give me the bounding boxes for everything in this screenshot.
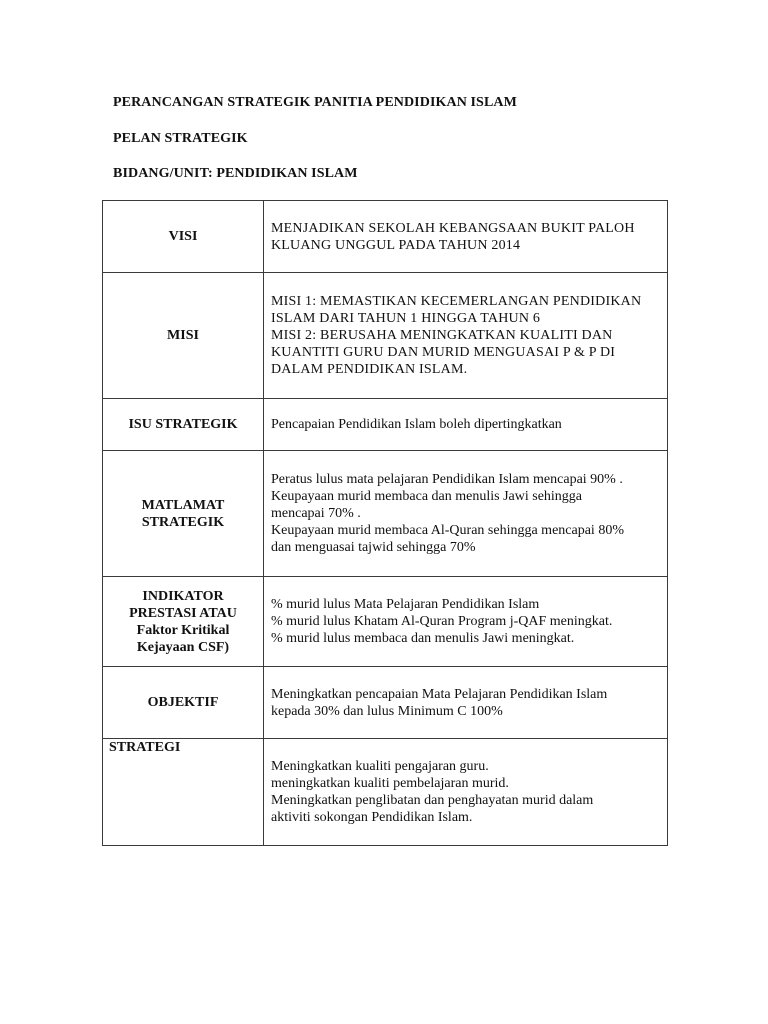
strategi-line: Meningkatkan penglibatan dan penghayatan murid dalam xyxy=(271,793,594,808)
strategi-line: meningkatkan kualiti pembelajaran murid. xyxy=(271,776,509,791)
indikator-label-line: INDIKATOR xyxy=(142,588,224,604)
table-row-matlamat-strategik xyxy=(103,451,668,577)
matlamat-strategik-label xyxy=(103,451,264,577)
strategic-plan-table xyxy=(102,200,668,846)
matlamat-label-line: MATLAMAT xyxy=(141,497,225,513)
matlamat-strategik-value xyxy=(264,451,668,577)
matlamat-line: Keupayaan murid membaca Al-Quran sehingga mencapai 80% xyxy=(271,523,624,538)
table-row-strategi xyxy=(103,739,668,846)
objektif-line: Meningkatkan pencapaian Mata Pelajaran Pendidikan Islam xyxy=(271,686,608,702)
misi-value xyxy=(264,273,668,399)
objektif-line: kepada 30% dan lulus Minimum C 100% xyxy=(271,703,503,719)
misi-line: DALAM PENDIDIKAN ISLAM. xyxy=(271,362,468,377)
document-title: PERANCANGAN STRATEGIK PANITIA PENDIDIKAN ISLAM xyxy=(113,95,517,110)
table-row-isu-strategik xyxy=(103,399,668,451)
strategi-line: Meningkatkan kualiti pengajaran guru. xyxy=(271,759,489,774)
indikator-prestasi-label xyxy=(103,577,264,667)
matlamat-line: dan menguasai tajwid sehingga 70% xyxy=(271,540,476,555)
table-row-indikator-prestasi xyxy=(103,577,668,667)
visi-value xyxy=(264,201,668,273)
table-row-objektif xyxy=(103,667,668,739)
visi-label: VISI xyxy=(103,201,264,273)
matlamat-line: Peratus lulus mata pelajaran Pendidikan Islam mencapai 90% . xyxy=(271,472,623,487)
table-row-misi xyxy=(103,273,668,399)
indikator-label-line: Faktor Kritikal xyxy=(136,622,230,638)
isu-strategik-label: ISU STRATEGIK xyxy=(103,399,264,451)
matlamat-line: Keupayaan murid membaca dan menulis Jawi sehingga xyxy=(271,489,583,504)
isu-strategik-value xyxy=(264,399,668,451)
indikator-prestasi-value xyxy=(264,577,668,667)
indikator-label-line: Kejayaan CSF) xyxy=(136,639,230,655)
document-unit: BIDANG/UNIT: PENDIDIKAN ISLAM xyxy=(113,166,358,181)
visi-line: MENJADIKAN SEKOLAH KEBANGSAAN BUKIT PALOH xyxy=(271,220,635,236)
table-row-visi xyxy=(103,201,668,273)
indikator-line: % murid lulus Khatam Al-Quran Program j-QAF meningkat. xyxy=(271,614,613,629)
misi-label: MISI xyxy=(103,273,264,399)
misi-line: KUANTITI GURU DAN MURID MENGUASAI P & P DI xyxy=(271,345,616,360)
objektif-value xyxy=(264,667,668,739)
isu-strategik-line: Pencapaian Pendidikan Islam boleh dipertingkatkan xyxy=(271,417,562,432)
visi-line: KLUANG UNGGUL PADA TAHUN 2014 xyxy=(271,237,521,253)
matlamat-label-line: STRATEGIK xyxy=(141,514,225,530)
document-subtitle: PELAN STRATEGIK xyxy=(113,131,248,146)
strategi-value xyxy=(264,739,668,846)
misi-line: MISI 1: MEMASTIKAN KECEMERLANGAN PENDIDIKAN xyxy=(271,294,642,309)
objektif-label: OBJEKTIF xyxy=(103,667,264,739)
strategi-label: STRATEGI xyxy=(103,739,264,846)
misi-line: MISI 2: BERUSAHA MENINGKATKAN KUALITI DAN xyxy=(271,328,613,343)
matlamat-line: mencapai 70% . xyxy=(271,506,361,521)
indikator-line: % murid lulus Mata Pelajaran Pendidikan Islam xyxy=(271,597,540,612)
strategi-line: aktiviti sokongan Pendidikan Islam. xyxy=(271,810,473,825)
indikator-label-line: PRESTASI ATAU xyxy=(129,605,237,621)
indikator-line: % murid lulus membaca dan menulis Jawi meningkat. xyxy=(271,631,575,646)
misi-line: ISLAM DARI TAHUN 1 HINGGA TAHUN 6 xyxy=(271,311,541,326)
